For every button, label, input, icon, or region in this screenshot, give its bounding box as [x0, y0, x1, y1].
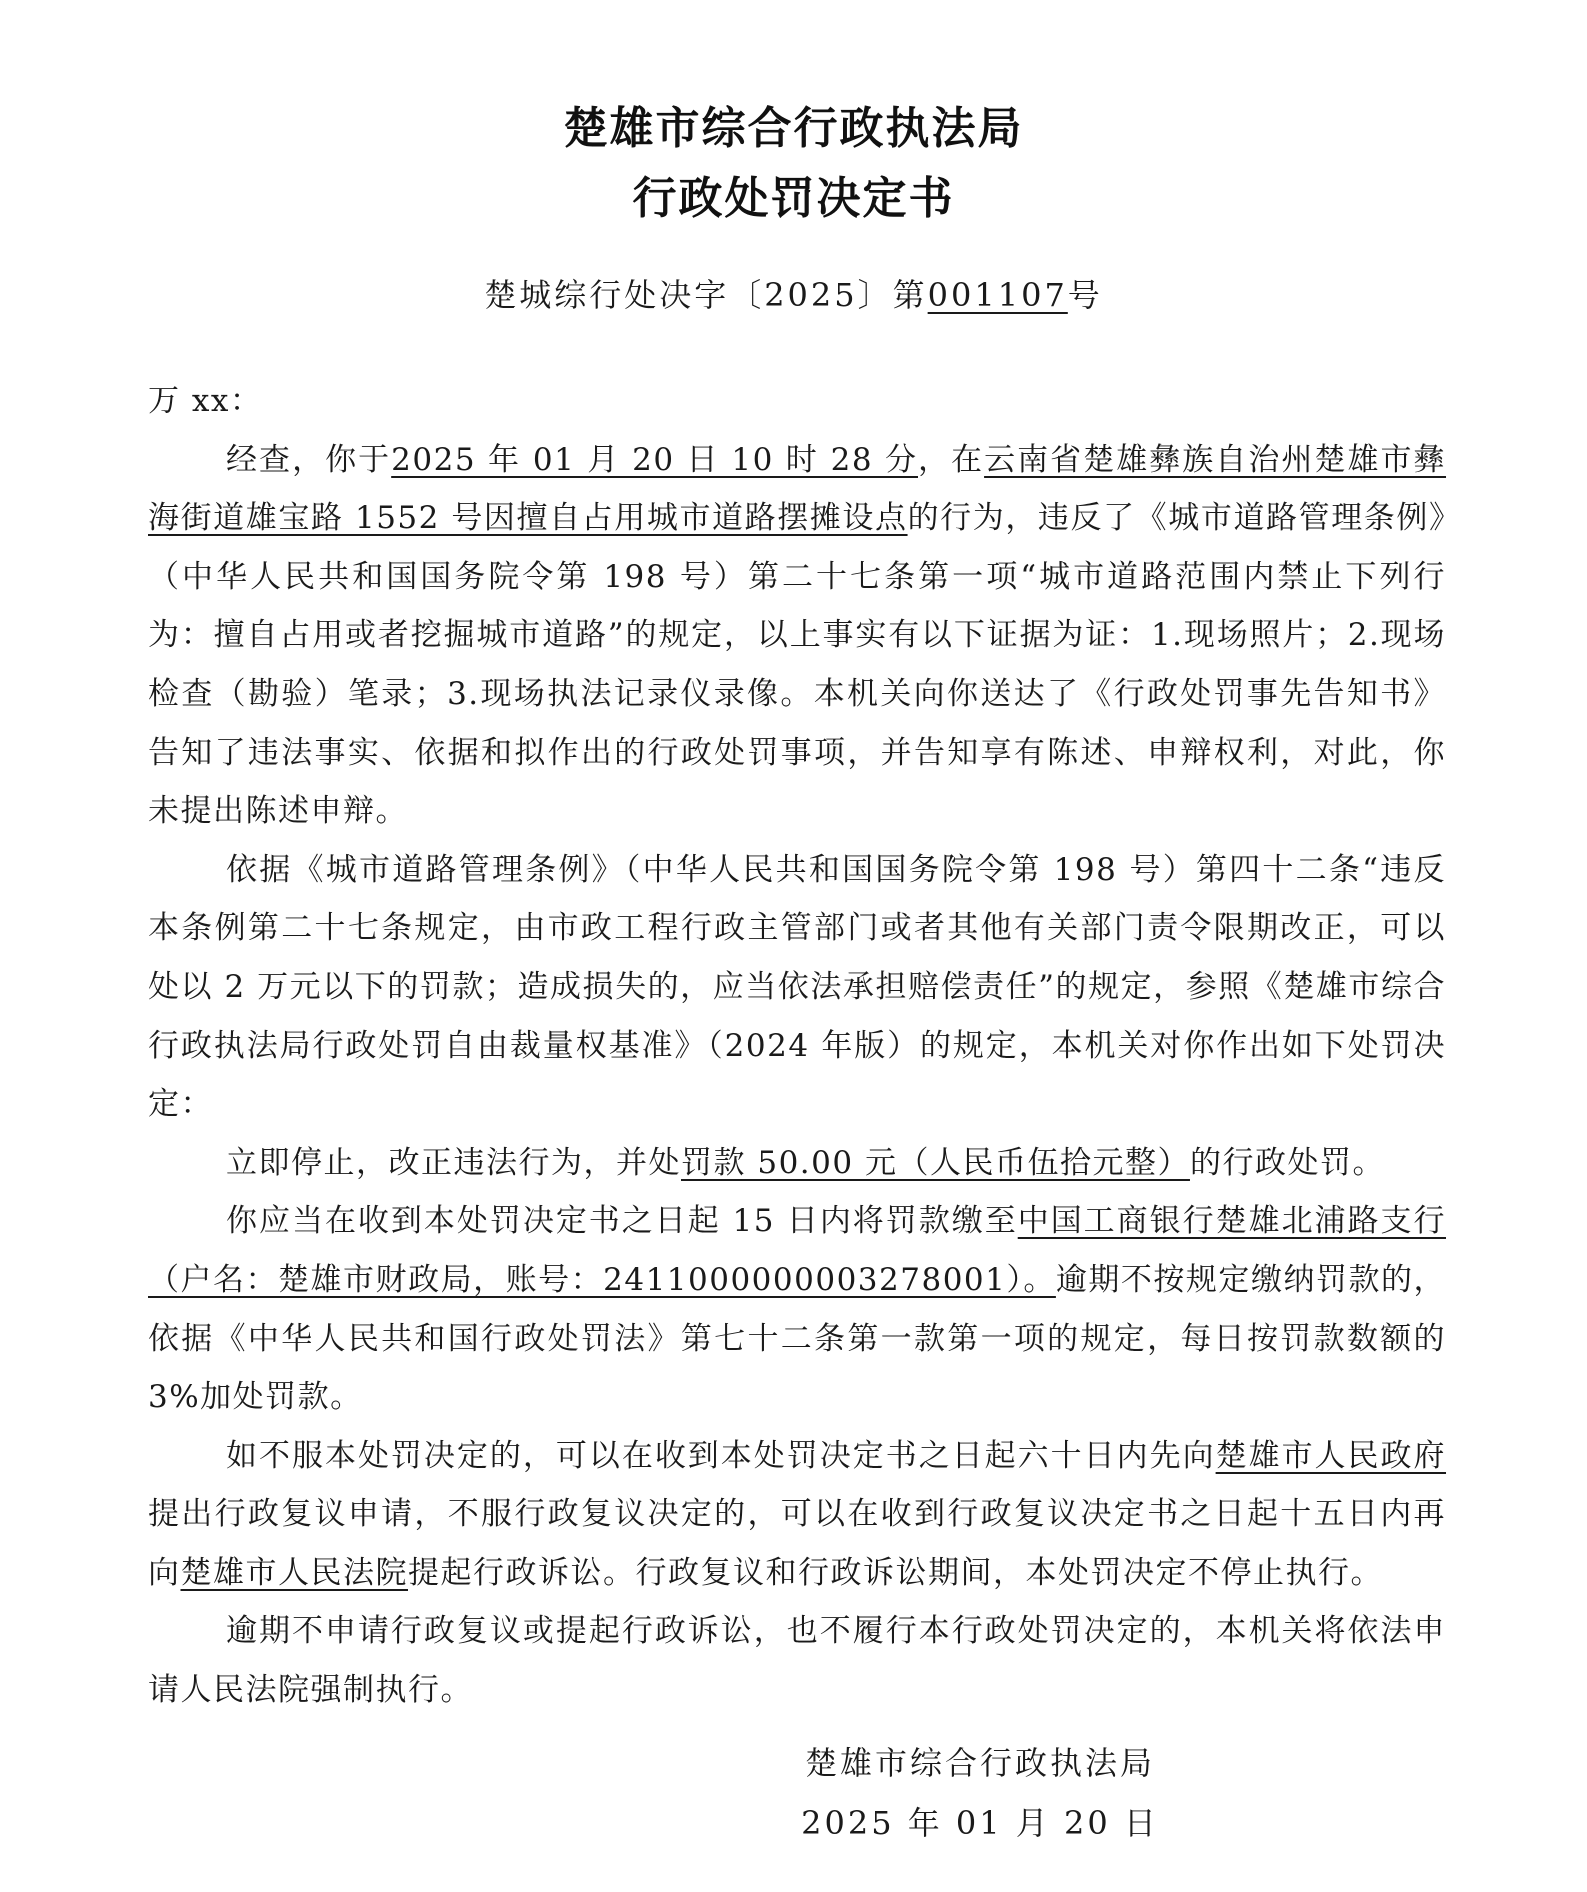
penalty-text-b: 的行政处罚。: [1189, 1144, 1385, 1181]
document-body: [148, 372, 1446, 1720]
document-number-prefix: 楚城综行处决字〔2025〕第: [484, 276, 928, 314]
penalty-text-a: 立即停止，改正违法行为，并处: [226, 1144, 681, 1181]
document-type-title: 行政处罚决定书: [632, 173, 955, 224]
recipient: 万 xx：: [148, 383, 263, 419]
document-number-suffix: 号: [1067, 276, 1103, 314]
paragraph-appeal: [148, 1427, 1446, 1603]
paragraph-enforcement: 逾期不申请行政复议或提起行政诉讼，也不履行本行政处罚决定的，本机关将依法申请人民法院强制执行。: [148, 1613, 1446, 1709]
violation-place-act: 云南省楚雄彝族自治州楚雄市彝海街道雄宝路 1552 号因擅自占用城市道路摆摊设点: [148, 441, 1447, 537]
court-name: 楚雄市人民法院: [180, 1554, 408, 1591]
paragraph-legal-basis: 依据《城市道路管理条例》（中华人民共和国国务院令第 198 号）第四十二条“违反本条例第二十七条规定，由市政工程行政主管部门或者其他有关部门责令限期改正，可以处以 2 万元以下的罚款；造成损失的，应当依法承担赔偿责任”的规定，参照《楚雄市综合行政执法局行政处罚自由裁量权基准》（2024 年版）的规定，本机关对你作出如下处罚决定：: [148, 851, 1446, 1123]
paragraph-facts: [148, 431, 1446, 841]
appeal-text-b: 提出行政复议申请，不服行政复议决定的，可以在收到行政复议决定书之日起十五日内再向: [148, 1496, 1446, 1591]
appeal-text-c: 提起行政诉讼。行政复议和行政诉讼期间，本处罚决定不停止执行。: [408, 1554, 1383, 1591]
facts-text-a: 经查，你于: [226, 441, 392, 478]
fine-amount: 罚款 50.00 元（人民币伍拾元整）: [681, 1144, 1190, 1181]
agency-title: 楚雄市综合行政执法局: [563, 103, 1024, 154]
signature-date: 2025 年 01 月 20 日: [801, 1804, 1159, 1842]
document-number: 001107: [927, 276, 1068, 314]
paragraph-penalty: [148, 1134, 1446, 1193]
facts-text-c: 的行为，违反了《城市道路管理条例》（中华人民共和国国务院令第 198 号）第二十七条第一项“城市道路范围内禁止下列行为：擅自占用或者挖掘城市道路”的规定，以上事实有以下证据为证：1.现场照片；2.现场检查（勘验）笔录；3.现场执法记录仪录像。本机关向你送达了《行政处罚事先告知书》告知了违法事实、依据和拟作出的行政处罚事项，并告知享有陈述、申辩权利，对此，你未提出陈述申辩。: [148, 500, 1446, 830]
government-name: 楚雄市人民政府: [1215, 1437, 1447, 1474]
bank-account: 中国工商银行楚雄北浦路支行（户名：楚雄市财政局，账号：2411000000003278001）。: [148, 1203, 1446, 1298]
facts-text-b: ，在: [918, 441, 985, 478]
violation-time: 2025 年 01 月 20 日 10 时 28 分: [391, 441, 918, 478]
paragraph-payment: [148, 1192, 1446, 1426]
appeal-text-a: 如不服本处罚决定的，可以在收到本处罚决定书之日起六十日内先向: [226, 1437, 1216, 1474]
document-number-line: [0, 270, 1587, 316]
signature-agency: 楚雄市综合行政执法局: [804, 1744, 1155, 1782]
payment-text-a: 你应当在收到本处罚决定书之日起 15 日内将罚款缴至: [226, 1203, 1018, 1240]
payment-text-b: 逾期不按规定缴纳罚款的，依据《中华人民共和国行政处罚法》第七十二条第一款第一项的规定，每日按罚款数额的 3%加处罚款。: [148, 1261, 1446, 1416]
